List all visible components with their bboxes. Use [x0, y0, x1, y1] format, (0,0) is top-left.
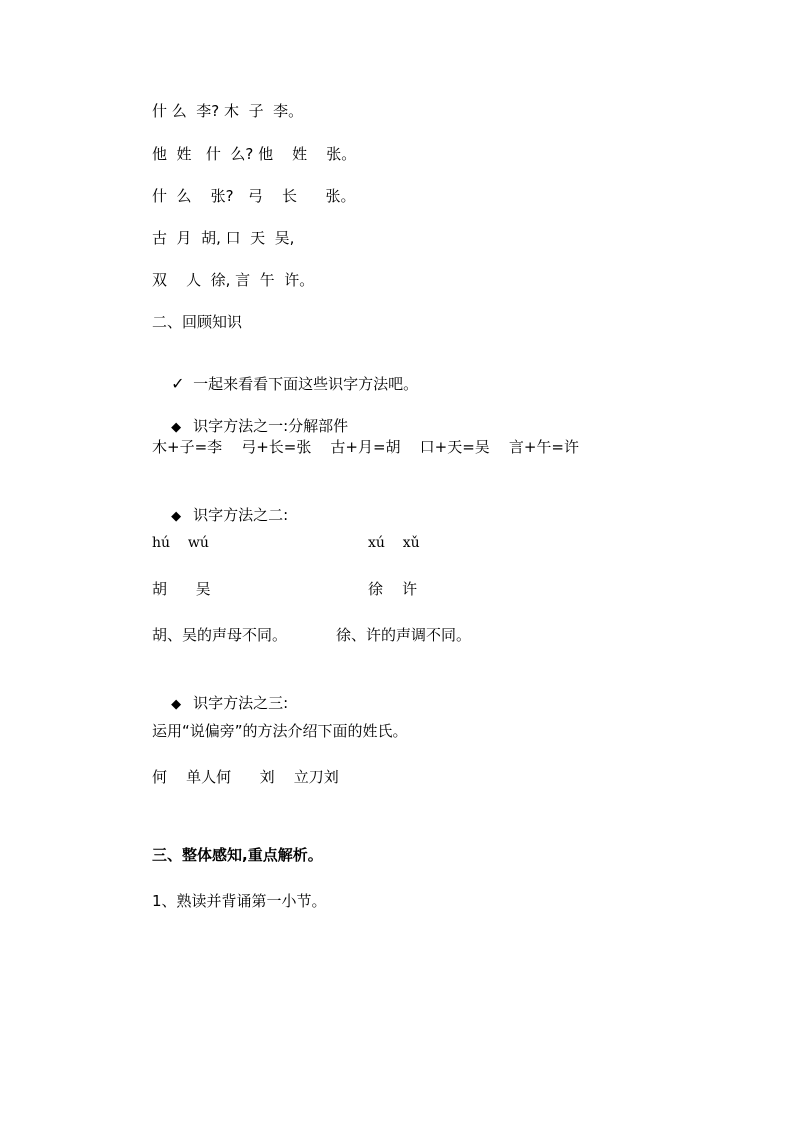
verse-line-2: 他 姓 什 么? 他 姓 张。 [152, 145, 357, 163]
section-heading-overview: 三、整体感知,重点解析。 [152, 846, 323, 864]
intro-line [152, 354, 419, 393]
pinyin-hu-wu: hú wú [152, 535, 209, 551]
method-2-title: 识字方法之二: [193, 506, 289, 524]
verse-line-4: 古 月 胡, 口 天 吴, [152, 229, 295, 247]
note-tones: 徐、许的声调不同。 [336, 626, 472, 644]
method-1-heading [152, 396, 349, 435]
chars-xu-xu: 徐 许 [368, 580, 418, 598]
method-3-instruction: 运用“说偏旁”的方法介绍下面的姓氏。 [152, 722, 408, 740]
method-1-formulas: 木+子=李 弓+长=张 古+月=胡 口+天=吴 言+午=许 [152, 438, 579, 456]
verse-line-5: 双 人 徐, 言 午 许。 [152, 271, 315, 289]
note-initials: 胡、吴的声母不同。 [152, 626, 288, 644]
intro-text: 一起来看看下面这些识字方法吧。 [193, 375, 419, 393]
method-3-title: 识字方法之三: [193, 694, 289, 712]
diamond-bullet-icon: ◆ [171, 509, 182, 524]
pinyin-xu-xu: xú xǔ [368, 535, 420, 551]
method-2-heading [152, 485, 289, 524]
diamond-bullet-icon: ◆ [171, 697, 182, 712]
check-icon: ✓ [171, 374, 185, 393]
method-3-examples: 何 单人何 刘 立刀刘 [152, 768, 339, 786]
task-item-1: 1、熟读并背诵第一小节。 [152, 892, 327, 910]
method-1-title: 识字方法之一:分解部件 [193, 417, 349, 435]
verse-line-3: 什 么 张? 弓 长 张。 [152, 187, 356, 205]
verse-line-1: 什 么 李? 木 子 李。 [152, 102, 304, 120]
diamond-bullet-icon: ◆ [171, 420, 182, 435]
method-3-heading [152, 673, 289, 712]
section-heading-review: 二、回顾知识 [152, 313, 243, 331]
chars-hu-wu: 胡 吴 [152, 580, 211, 598]
